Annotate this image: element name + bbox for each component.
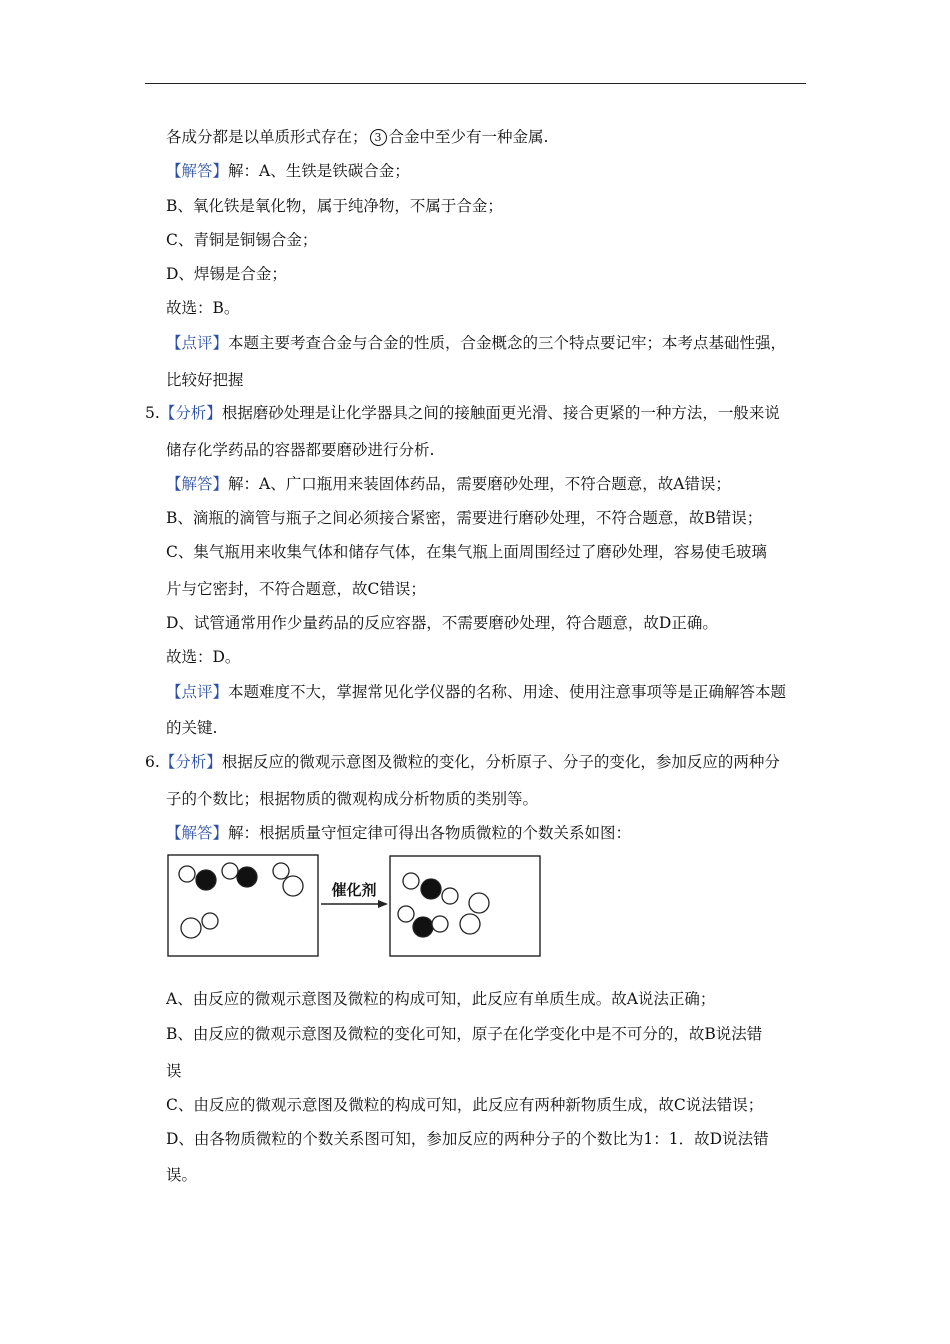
black-atom [413, 917, 433, 937]
text-line: B、滴瓶的滴管与瓶子之间必须接合紧密，需要进行磨砂处理，不符合题意，故B错误； [166, 509, 763, 527]
text-line: 的关键. [166, 719, 218, 737]
black-atom [421, 879, 441, 899]
white-atom [283, 876, 303, 896]
tag-answer: 【解答】 [166, 824, 229, 842]
tag-analysis: 【分析】 [159, 404, 222, 422]
text-line: D、焊锡是合金； [166, 265, 287, 283]
white-atom [469, 893, 489, 913]
product-box [390, 856, 540, 956]
white-atom [398, 906, 414, 922]
circled-number: 3 [370, 129, 387, 146]
white-atom [432, 916, 448, 932]
white-atom [222, 863, 238, 879]
text-line: 误。 [166, 1166, 198, 1184]
question-number: 5. [145, 404, 160, 422]
text-line: C、集气瓶用来收集气体和储存气体，在集气瓶上面周围经过了磨砂处理，容易使毛玻璃 [166, 543, 767, 561]
tag-comment: 【点评】 [166, 334, 229, 352]
tag-comment: 【点评】 [166, 683, 229, 701]
tag-answer: 【解答】 [166, 162, 229, 180]
text-line: 各成分都是以单质形式存在； 3 合金中至少有一种金属. [166, 128, 549, 146]
white-atom [403, 873, 419, 889]
q5-analysis-line: 5.【分析】根据磨砂处理是让化学器具之间的接触面更光滑、接合更紧的一种方法，一般来说 [145, 404, 780, 422]
text-line: B、氧化铁是氧化物，属于纯净物，不属于合金； [166, 197, 503, 215]
arrow-head-icon [378, 900, 388, 908]
answer-line: 【解答】解：根据质量守恒定律可得出各物质微粒的个数关系如图： [166, 824, 632, 842]
text-line: 片与它密封，不符合题意，故C错误； [166, 580, 426, 598]
tag-analysis: 【分析】 [159, 753, 222, 771]
text-line: C、由反应的微观示意图及微粒的构成可知，此反应有两种新物质生成，故C说法错误； [166, 1096, 764, 1114]
reaction-diagram [166, 852, 546, 960]
text-line: 储存化学药品的容器都要磨砂进行分析. [166, 441, 435, 459]
text-line: 比较好把握 [166, 371, 244, 389]
text-line: 子的个数比；根据物质的微观构成分析物质的类别等。 [166, 790, 539, 808]
catalyst-label: 催化剂 [331, 881, 377, 899]
white-atom [460, 914, 480, 934]
text-line: 故选：B。 [166, 299, 240, 317]
text-line: 故选：D。 [166, 648, 241, 666]
text-line: D、由各物质微粒的个数关系图可知，参加反应的两种分子的个数比为1：1．故D说法错 [166, 1130, 769, 1148]
text-line: 误 [166, 1062, 182, 1080]
comment-line: 【点评】本题主要考查合金与合金的性质，合金概念的三个特点要记牢；本考点基础性强， [166, 334, 787, 352]
tag-answer: 【解答】 [166, 475, 229, 493]
text-line: B、由反应的微观示意图及微粒的变化可知，原子在化学变化中是不可分的，故B说法错 [166, 1025, 763, 1043]
text-line: D、试管通常用作少量药品的反应容器，不需要磨砂处理，符合题意，故D正确。 [166, 614, 718, 632]
answer-line: 【解答】解：A、广口瓶用来装固体药品，需要磨砂处理，不符合题意，故A错误； [166, 475, 731, 493]
answer-line: 【解答】解：A、生铁是铁碳合金； [166, 162, 410, 180]
comment-line: 【点评】本题难度不大，掌握常见化学仪器的名称、用途、使用注意事项等是正确解答本题 [166, 683, 787, 701]
header-rule [145, 83, 806, 84]
text-line: C、青铜是铜锡合金； [166, 231, 318, 249]
q6-analysis-line: 6.【分析】根据反应的微观示意图及微粒的变化，分析原子、分子的变化，参加反应的两种分 [145, 753, 780, 771]
white-atom [442, 888, 458, 904]
question-number: 6. [145, 753, 160, 771]
white-atom [181, 918, 201, 938]
white-atom [202, 913, 218, 929]
white-atom [273, 863, 289, 879]
black-atom [237, 867, 257, 887]
text-line: A、由反应的微观示意图及微粒的构成可知，此反应有单质生成。故A说法正确； [166, 990, 716, 1008]
reaction-diagram-svg [166, 852, 546, 960]
black-atom [196, 870, 216, 890]
white-atom [179, 866, 195, 882]
